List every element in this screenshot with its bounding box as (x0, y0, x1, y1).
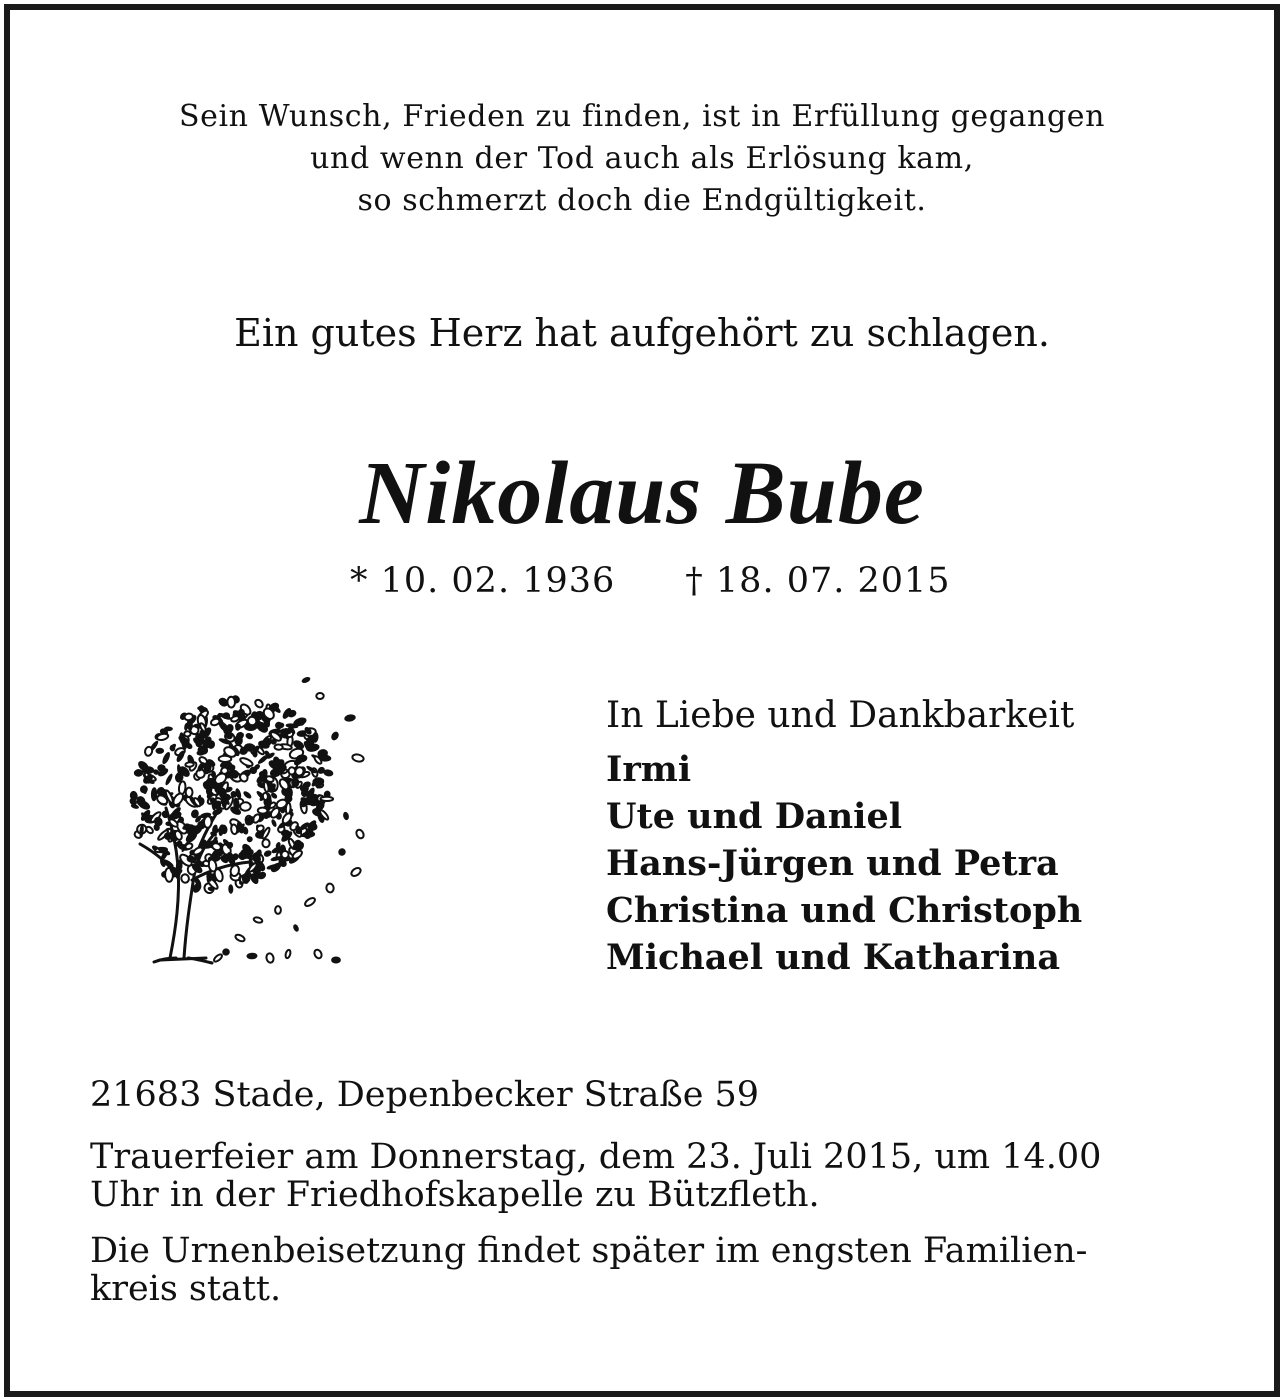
leaf (316, 693, 324, 699)
leaf (270, 818, 277, 827)
leaf (145, 826, 154, 835)
mourners-list (606, 746, 1082, 981)
leaf (221, 767, 229, 774)
leaf (164, 773, 174, 786)
leaf (213, 953, 223, 963)
leaf (142, 766, 154, 774)
leaf (320, 797, 333, 801)
burial-line-2: kreis statt. (90, 1269, 282, 1309)
burial-info (90, 1232, 1220, 1308)
leaf (245, 732, 254, 740)
leaf (262, 839, 269, 847)
life-dates (350, 558, 951, 604)
motto-line-1: Sein Wunsch, Frieden zu finden, ist in Erfüllung gegangen (178, 99, 1106, 134)
leaf (227, 697, 235, 708)
leaf (246, 835, 254, 843)
deceased-name: Nikolaus Bube (359, 444, 925, 543)
leaf (313, 948, 323, 959)
leaf (350, 866, 362, 877)
leaf (337, 847, 347, 857)
leaf (253, 916, 263, 923)
leaf (266, 953, 275, 964)
leaf (239, 756, 254, 767)
mourner-name: Irmi (606, 749, 692, 790)
motto-verse (10, 96, 1274, 222)
leaf (210, 718, 220, 727)
leaf (258, 807, 268, 813)
leaf (180, 874, 189, 884)
leaf (355, 828, 365, 839)
service-info (90, 1138, 1220, 1214)
leaf (352, 753, 365, 762)
windblown-tree-icon (110, 666, 380, 976)
leaf (186, 788, 193, 797)
death-date: † 18. 07. 2015 (685, 561, 951, 601)
mourner-name: Michael und Katharina (606, 937, 1061, 978)
leaf (184, 713, 193, 721)
headline: Ein gutes Herz hat aufgehört zu schlagen. (234, 311, 1050, 355)
mourners-block (606, 690, 1082, 981)
leaf (342, 811, 349, 821)
leaf (263, 793, 269, 801)
leaf (275, 906, 281, 914)
mourner-name: Ute und Daniel (606, 796, 903, 837)
birth-date: * 10. 02. 1936 (350, 561, 616, 601)
address: 21683 Stade, Depenbecker Straße 59 (90, 1075, 760, 1115)
leaf (203, 860, 210, 866)
leaf (204, 816, 212, 828)
mourner-name: Christina und Christoph (606, 890, 1083, 931)
leaf (254, 698, 264, 708)
leaf (326, 883, 334, 893)
leaf (144, 746, 153, 756)
mourners-intro: In Liebe und Dankbarkeit (606, 695, 1075, 736)
burial-line-1: Die Urnenbeisetzung findet später im engsten Familien- (90, 1231, 1088, 1271)
motto-line-2: und wenn der Tod auch als Erlösung kam, (310, 141, 974, 176)
service-line-1: Trauerfeier am Donnerstag, dem 23. Juli 2015, um 14.00 (90, 1137, 1102, 1177)
leaf (274, 744, 282, 750)
leaf (344, 714, 357, 723)
leaf (246, 953, 257, 960)
leaf (301, 676, 312, 684)
obituary-frame (4, 4, 1280, 1397)
mourner-name: Hans-Jürgen und Petra (606, 843, 1059, 884)
leaf (155, 748, 164, 754)
service-line-2: Uhr in der Friedhofskapelle zu Bützfleth. (90, 1175, 820, 1215)
leaf (292, 923, 300, 932)
leaf (330, 730, 340, 741)
leaf (240, 802, 251, 811)
motto-line-3: so schmerzt doch die Endgültigkeit. (357, 183, 927, 218)
leaf (263, 849, 273, 858)
leaf (242, 790, 253, 800)
leaf (228, 884, 233, 894)
leaf (184, 731, 191, 736)
leaf (304, 896, 317, 907)
leaf (331, 957, 341, 964)
leaf (234, 933, 245, 942)
leaf (185, 762, 194, 767)
leaf (285, 949, 292, 958)
leaf (231, 824, 238, 834)
